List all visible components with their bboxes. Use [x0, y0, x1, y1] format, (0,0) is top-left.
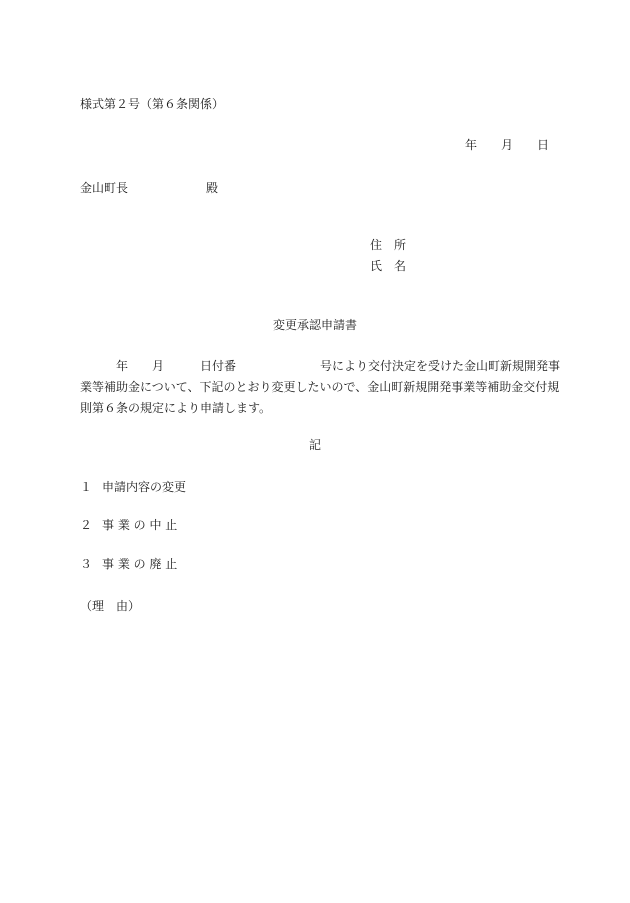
- date-year: 年: [465, 138, 478, 152]
- item-3-number: ３: [80, 557, 93, 571]
- ki-heading: 記: [308, 438, 321, 452]
- item-3-label: 事 業 の 廃 止: [102, 557, 178, 571]
- item-2: [80, 517, 177, 533]
- item-2-number: ２: [80, 518, 93, 532]
- body-year: 年: [116, 359, 129, 373]
- body-line-1-rest: 号により交付決定を受けた金山町新規開発事: [320, 359, 561, 373]
- applicant-address-label: 住 所: [370, 238, 407, 252]
- date-day: 日: [537, 138, 550, 152]
- form-number: 様式第２号（第６条関係）: [80, 97, 225, 111]
- item-3: [80, 556, 177, 572]
- body-line-3: 則第６条の規定により申請します。: [80, 401, 272, 415]
- item-1-number: １: [80, 480, 93, 494]
- body-day-number: 日付番: [200, 359, 237, 373]
- addressee-name: 金山町長: [80, 181, 129, 195]
- applicant-name-label: 氏 名: [370, 259, 407, 273]
- body-month: 月: [152, 359, 165, 373]
- body-line-1: [80, 356, 561, 377]
- date-month: 月: [501, 138, 514, 152]
- body-line-2: 業等補助金について、下記のとおり変更したいので、金山町新規開発事業等補助金交付規: [80, 380, 560, 394]
- reason-label: （理 由）: [80, 599, 141, 613]
- addressee-honorific: 殿: [206, 181, 219, 195]
- item-1: [80, 479, 186, 495]
- item-1-label: 申請内容の変更: [102, 480, 187, 494]
- body-paragraph: [80, 356, 561, 419]
- document-title: 変更承認申請書: [272, 318, 357, 332]
- item-2-label: 事 業 の 中 止: [102, 518, 178, 532]
- date-line: [465, 137, 549, 153]
